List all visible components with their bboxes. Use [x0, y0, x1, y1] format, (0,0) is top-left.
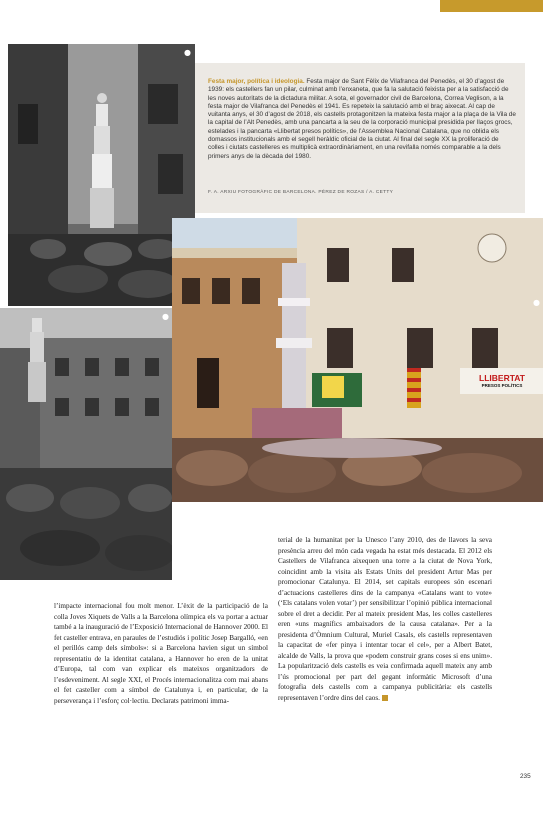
- end-mark-icon: [382, 695, 388, 701]
- body-column-1: l’impacte internacional fou molt menor. L’èxit de la participació de la colla Joves Xiquets de Valls a la Barcelona olímpica els va portar a actuar també a la inauguració de l’Exposició Internacional de Hannover 2000. El fet casteller entrava, en paraules de l’estudiós i polític Josep Bargalló, «en el perillós camp dels símbols»: si a Barcelona havien sigut un símbol representatiu de la identitat catalana, a Hannover ho eren de la unitat d’Europa, tal com van explicar els mateixos organitzadors de l’esdeveniment. Al segle XXI, el Procés internacionalitza com mai abans el fet casteller com a símbol de Catalunya i, en particular, de la perseverança i l’esforç col·lectiu. Declarats patrimoni imma-: [54, 602, 268, 705]
- caption-title: Festa major, política i ideologia.: [208, 78, 305, 85]
- page-number: 235: [520, 773, 531, 780]
- camera-icon: ●: [533, 298, 540, 307]
- photo-caption: [208, 78, 516, 161]
- caption-text: Festa major de Sant Fèlix de Vilafranca del Penedès, el 30 d’agost de 1939: els castellers fan un pilar, culminat amb l’enxaneta, que fa la salutació feixista per a la satisfacció de les noves autoritats de la dictadura militar. A sota, el governador civil de Barcelona, Correa Veglison, a la festa major de Vilafranca del Penedès el 1941. Es repeteix la salutació amb el braç aixecat. Al cap de vuitanta anys, el 30 d’agost de 2018, els castells protagonitzen la mateixa festa major a la plaça de la Vila de la capital de l’Alt Penedès, amb una pancarta a la seu de la corporació municipal presidida per llaços grocs, estelades i la pancarta «Llibertat presos polítics», de l’Assemblea Nacional Catalana, que no oblida els domassos institucionals amb el segell heràldic oficial de la ciutat. Al final del segle XX la proliferació de colles i ciutats castelleres es multiplicà extraordinàriament, en una revifalla només comparable a la dels primers anys de la dècada del 1980.: [208, 78, 516, 160]
- banner-line-1: LLIBERTAT: [479, 373, 525, 383]
- photo-1941-square: [0, 308, 172, 580]
- body-column-2: [278, 535, 492, 703]
- body-column-2-text: terial de la humanitat per la Unesco l’any 2010, des de llavors la seva presència arreu del món cada vegada ha estat més destacada. El 2012 els Castellers de Vilafranca aixequen una torre a la ciutat de Nova York, coincidint amb la visita als Estats Units del president Artur Mas per promocionar Catalunya. El 2014, set capitals europees són escenari d’actuacions castelleres dins de la campanya «Catalans want to vote» (‘Els catalans volen votar’) per sensibilitzar l’opinió pública internacional sobre el dret a decidir. Per al mateix president Mas, les colles castelleres eren «uns magnífics ambaixadors de la causa catalana». Per a la presidenta d’Òmnium Cultural, Muriel Casals, els castells representaven la capacitat de «fer pinya i intentar tocar el cel», per a Albert Batet, alcalde de Valls, la prova que «podem construir grans coses si ens unim». La popularització dels castells es veia confirmada aquell mateix any amb l’ús promocional per part del gegant informàtic Microsoft d’una fotografia dels castells com a campanya publicitària: els castells representaven l’ordre dins del caos.: [278, 536, 492, 702]
- camera-icon: ●: [184, 48, 191, 57]
- photo-1939-pilar: [8, 44, 195, 306]
- camera-icon: ●: [162, 312, 169, 321]
- banner-line-2: PRESOS POLÍTICS: [481, 383, 523, 388]
- photo-2018-plaza: [172, 218, 543, 502]
- photo-credit: F. A. ARXIU FOTOGRÀFIC DE BARCELONA. PÉREZ DE ROZAS / A. CETTY: [208, 190, 394, 195]
- top-accent-bar: [440, 0, 543, 12]
